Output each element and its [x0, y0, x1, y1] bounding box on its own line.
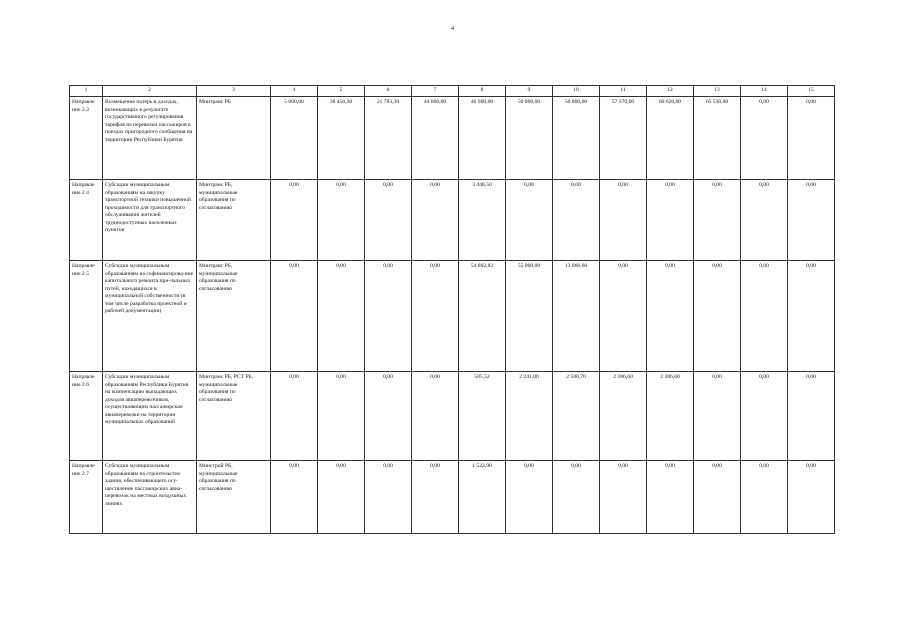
header-cell: 13 [694, 86, 741, 97]
row-name: Субсидии муниципальным образованиям на строительство здания, обеспечивающего осу-ществление пассажирских авиа-перевозок на местных воздушных линиях [103, 461, 197, 534]
row-value: 0,00 [741, 261, 788, 372]
header-cell: 2 [103, 86, 197, 97]
row-responsible: Минтранс РБ, муниципальные образования по согласованию [197, 261, 271, 372]
row-value: 0,00 [788, 180, 835, 261]
row-value: 0,00 [600, 180, 647, 261]
header-cell: 8 [459, 86, 506, 97]
row-value: 0,00 [600, 461, 647, 534]
row-value: 21 783,30 [365, 97, 412, 180]
row-value: 0,00 [318, 461, 365, 534]
row-value: 0,00 [553, 461, 600, 534]
row-value: 55 000,00 [506, 261, 553, 372]
row-value: 0,00 [694, 261, 741, 372]
row-value: 1 522,90 [459, 461, 506, 534]
row-value: 0,00 [741, 180, 788, 261]
row-code: Направле ние 2.7 [70, 461, 103, 534]
row-value: 0,00 [412, 372, 459, 461]
row-value: 0,00 [412, 180, 459, 261]
row-value: 0,00 [365, 261, 412, 372]
row-value: 2 386,60 [647, 372, 694, 461]
row-value: 0,00 [271, 461, 318, 534]
row-value: 60 620,00 [647, 97, 694, 180]
header-cell: 6 [365, 86, 412, 97]
row-value: 0,00 [318, 372, 365, 461]
row-code: Направле ние 2.4 [70, 180, 103, 261]
header-cell: 15 [788, 86, 835, 97]
row-value: 2 241,00 [506, 372, 553, 461]
row-responsible: Минстрой РБ, муниципальные образования по согласованию [197, 461, 271, 534]
table-row [70, 372, 835, 461]
header-cell: 3 [197, 86, 271, 97]
row-name: Возмещение потерь в доходах, возникающих в результате государственного регулирования тарифов на перевозки пассажиров в поездах пригородного сообщения на территории Республики Бурятия [103, 97, 197, 180]
row-value: 0,00 [647, 180, 694, 261]
header-cell: 12 [647, 86, 694, 97]
row-value: 5 000,00 [271, 97, 318, 180]
row-responsible: Минтранс РБ [197, 97, 271, 180]
row-value: 0,00 [318, 180, 365, 261]
row-value: 0,00 [741, 97, 788, 180]
row-value: 0,00 [788, 261, 835, 372]
row-value: 0,00 [506, 461, 553, 534]
row-name: Субсидии муниципальным образованиям на софинансирова-ние капитального ремонта при-чальных путей, находящихся в муниципальной собственности (в том числе разработка проектной и рабочей документации) [103, 261, 197, 372]
row-value: 0,00 [788, 97, 835, 180]
row-value: 50 000,00 [553, 97, 600, 180]
row-responsible: Минтранс РБ, муниципальные образования по согласованию [197, 180, 271, 261]
row-value: 0,00 [271, 261, 318, 372]
row-value: 0,00 [412, 261, 459, 372]
row-value: 0,00 [694, 180, 741, 261]
row-value: 0,00 [365, 180, 412, 261]
row-value: 0,00 [271, 372, 318, 461]
row-value: 0,00 [788, 461, 835, 534]
row-value: 0,00 [365, 461, 412, 534]
row-value: 44 000,00 [412, 97, 459, 180]
row-name: Субсидии муниципальным образованиям Республики Бурятия на компенсацию выпадающих доходов авиаперевозчиков, осуществляющим пассажирские авиаперевозки на территории муниципальных образований [103, 372, 197, 461]
header-cell: 9 [506, 86, 553, 97]
table-row [70, 180, 835, 261]
row-value: 0,00 [318, 261, 365, 372]
row-value: 38 456,30 [318, 97, 365, 180]
table-row [70, 97, 835, 180]
row-value: 0,00 [365, 372, 412, 461]
row-value: 57 370,00 [600, 97, 647, 180]
row-value: 3 448,50 [459, 180, 506, 261]
row-responsible: Минтранс РБ, РСТ РБ, муниципальные образования по согласованию [197, 372, 271, 461]
row-value: 0,00 [694, 372, 741, 461]
budget-table [69, 85, 835, 534]
row-value: 0,00 [788, 372, 835, 461]
row-code: Направле ние 2.6 [70, 372, 103, 461]
header-cell: 5 [318, 86, 365, 97]
header-cell: 4 [271, 86, 318, 97]
header-cell: 7 [412, 86, 459, 97]
row-value: 54 802,82 [459, 261, 506, 372]
table-row [70, 461, 835, 534]
row-value: 0,00 [741, 461, 788, 534]
row-value: 2 580,70 [553, 372, 600, 461]
header-cell: 10 [553, 86, 600, 97]
row-value: 0,00 [741, 372, 788, 461]
row-value: 0,00 [506, 180, 553, 261]
row-value: 50 000,00 [506, 97, 553, 180]
row-name: Субсидии муниципальным образованиям на закупку транспортной техники повышенной проходимости для транспортного обслуживания жителей труднодоступных населенных пунктов [103, 180, 197, 261]
row-value: 0,00 [553, 180, 600, 261]
table-row [70, 261, 835, 372]
row-value: 0,00 [412, 461, 459, 534]
row-code: Направле ние 2.5 [70, 261, 103, 372]
header-row [70, 86, 835, 97]
row-value: 46 900,00 [459, 97, 506, 180]
header-cell: 11 [600, 86, 647, 97]
row-value: 0,00 [647, 461, 694, 534]
header-cell: 14 [741, 86, 788, 97]
row-code: Направле ние 2.3 [70, 97, 103, 180]
header-cell: 1 [70, 86, 103, 97]
row-value: 0,00 [694, 461, 741, 534]
row-value: 0,00 [647, 261, 694, 372]
row-value: 505,52 [459, 372, 506, 461]
row-value: 0,00 [600, 261, 647, 372]
row-value: 65 530,00 [694, 97, 741, 180]
row-value: 2 386,60 [600, 372, 647, 461]
row-value: 13 066,60 [553, 261, 600, 372]
page-number: 4 [451, 26, 454, 32]
row-value: 0,00 [271, 180, 318, 261]
